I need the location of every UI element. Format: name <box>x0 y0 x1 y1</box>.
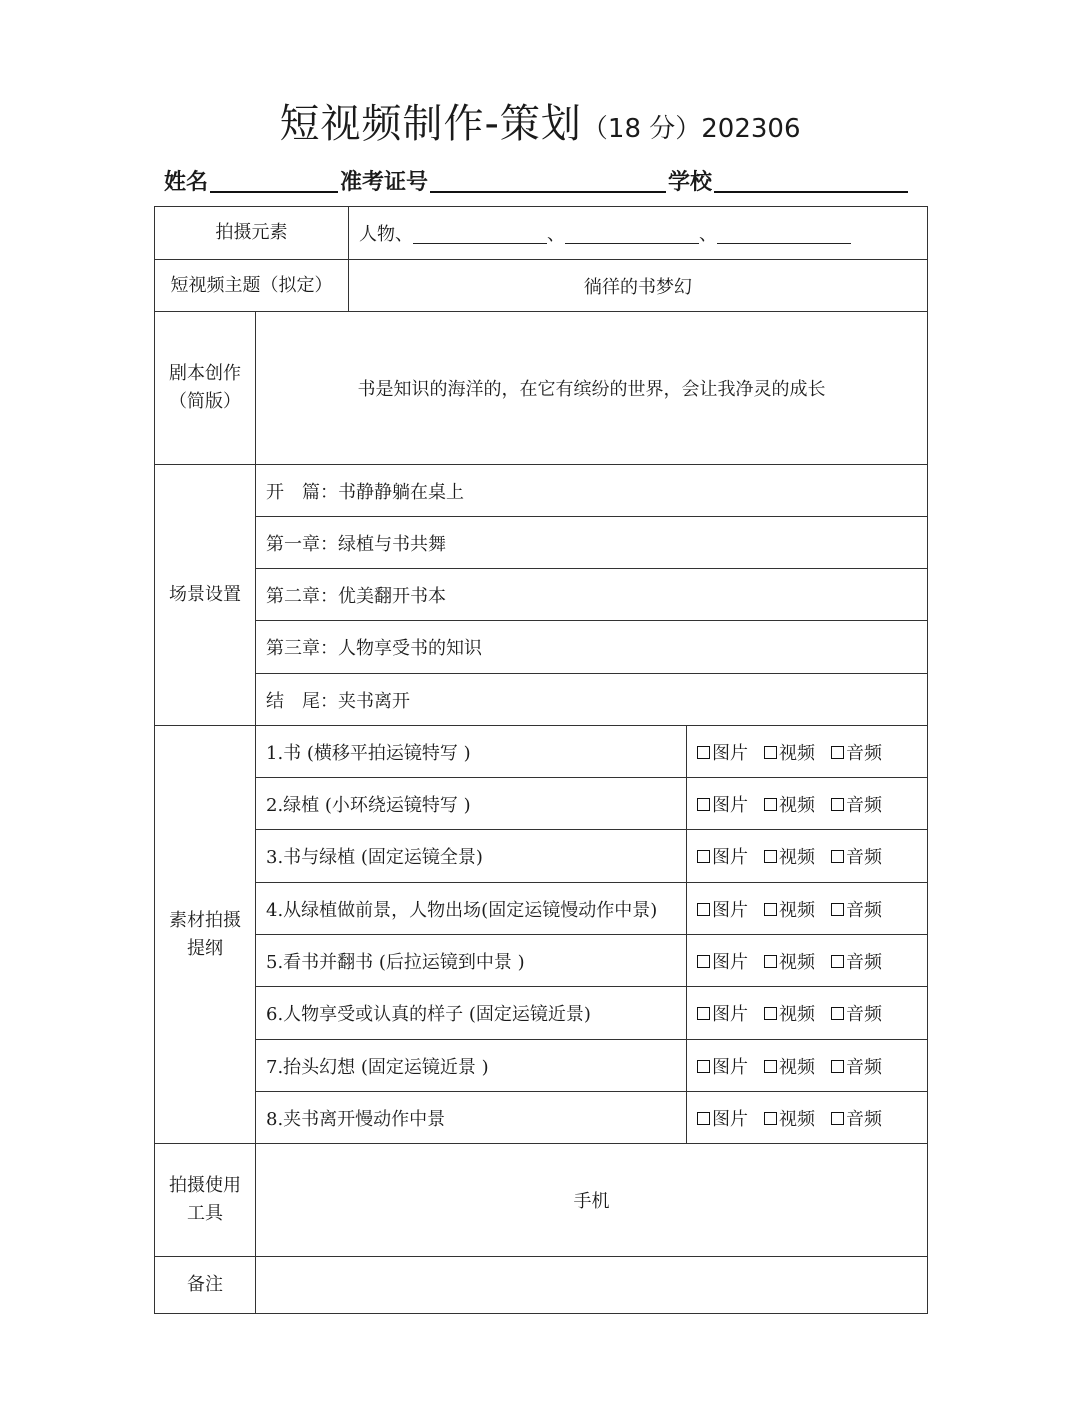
checkbox-icon[interactable] <box>831 1060 844 1073</box>
option-image-label: 图片 <box>712 1056 748 1078</box>
option-video-label: 视频 <box>779 847 815 868</box>
option-video-label: 视频 <box>779 1108 815 1130</box>
school-label: 学校 <box>668 169 713 195</box>
option-image-label: 图片 <box>712 794 748 816</box>
name-field[interactable] <box>210 165 338 193</box>
scenes-label: 场景设置 <box>155 465 256 726</box>
scene-item: 结 尾：夹书离开 <box>256 674 928 726</box>
material-item: 5.看书并翻书 (后拉运镜到中景 ) <box>256 935 687 987</box>
option-image[interactable] <box>697 1000 748 1026</box>
material-row <box>155 883 928 935</box>
script-row <box>155 312 928 465</box>
material-row <box>155 1040 928 1092</box>
option-image[interactable] <box>697 896 748 922</box>
option-image-label: 图片 <box>712 742 748 764</box>
checkbox-icon[interactable] <box>764 1112 777 1125</box>
scene-item: 开 篇：书静静躺在桌上 <box>256 465 928 517</box>
material-row <box>155 726 928 778</box>
option-video-label: 视频 <box>779 1056 815 1078</box>
tools-value: 手机 <box>256 1144 928 1257</box>
material-item: 3.书与绿植 (固定运镜全景) <box>256 830 687 883</box>
material-item: 2.绿植 (小环绕运镜特写 ) <box>256 778 687 830</box>
materials-label <box>155 726 256 1144</box>
option-image-label: 图片 <box>712 899 748 921</box>
option-image-label: 图片 <box>712 1004 748 1025</box>
element-blank-2[interactable] <box>565 223 699 244</box>
checkbox-icon[interactable] <box>764 850 777 863</box>
checkbox-icon[interactable] <box>831 903 844 916</box>
elements-sep-2: 、 <box>699 224 717 245</box>
checkbox-icon[interactable] <box>831 1007 844 1020</box>
option-image[interactable] <box>697 739 748 765</box>
option-audio-label: 音频 <box>846 1056 882 1078</box>
theme-label: 短视频主题（拟定） <box>155 260 349 312</box>
elements-prefix: 人物、 <box>359 224 413 245</box>
theme-row <box>155 260 928 312</box>
checkbox-icon[interactable] <box>764 1007 777 1020</box>
tools-row <box>155 1144 928 1257</box>
material-options <box>687 1040 928 1092</box>
elements-label: 拍摄元素 <box>155 207 349 260</box>
scene-row <box>155 674 928 726</box>
materials-label-line2: 提纲 <box>187 937 223 959</box>
checkbox-icon[interactable] <box>764 955 777 968</box>
material-options <box>687 830 928 883</box>
checkbox-icon[interactable] <box>764 798 777 811</box>
scene-row <box>155 465 928 517</box>
script-label <box>155 312 256 465</box>
elements-row <box>155 207 928 260</box>
option-image-label: 图片 <box>712 847 748 868</box>
option-audio[interactable] <box>831 948 882 974</box>
tools-label-line1: 拍摄使用 <box>169 1175 241 1196</box>
option-audio-label: 音频 <box>846 899 882 921</box>
scene-row <box>155 569 928 621</box>
option-video-label: 视频 <box>779 794 815 816</box>
material-row <box>155 830 928 883</box>
script-label-line1: 剧本创作 <box>169 363 241 384</box>
notes-row <box>155 1257 928 1314</box>
option-audio-label: 音频 <box>846 847 882 868</box>
material-item: 6.人物享受或认真的样子 (固定运镜近景) <box>256 987 687 1040</box>
scene-row <box>155 621 928 674</box>
option-video[interactable] <box>764 948 815 974</box>
option-audio-label: 音频 <box>846 1108 882 1130</box>
school-field[interactable] <box>714 165 908 193</box>
notes-value[interactable] <box>256 1257 928 1314</box>
checkbox-icon[interactable] <box>764 746 777 759</box>
checkbox-icon[interactable] <box>764 903 777 916</box>
element-blank-1[interactable] <box>413 223 547 244</box>
checkbox-icon[interactable] <box>697 798 710 811</box>
option-image[interactable] <box>697 1105 748 1131</box>
material-options <box>687 935 928 987</box>
option-audio[interactable] <box>831 896 882 922</box>
material-item: 7.抬头幻想 (固定运镜近景 ) <box>256 1040 687 1092</box>
checkbox-icon[interactable] <box>697 1112 710 1125</box>
option-video[interactable] <box>764 739 815 765</box>
option-video-label: 视频 <box>779 1004 815 1025</box>
material-item: 1.书 (横移平拍运镜特写 ) <box>256 726 687 778</box>
tools-label <box>155 1144 256 1257</box>
option-video[interactable] <box>764 1000 815 1026</box>
header-fields <box>164 160 910 196</box>
material-options <box>687 883 928 935</box>
option-audio-label: 音频 <box>846 1004 882 1025</box>
option-video-label: 视频 <box>779 899 815 921</box>
material-options <box>687 1092 928 1144</box>
checkbox-icon[interactable] <box>831 746 844 759</box>
option-video[interactable] <box>764 843 815 869</box>
option-audio[interactable] <box>831 843 882 869</box>
material-row <box>155 1092 928 1144</box>
option-audio[interactable] <box>831 791 882 817</box>
checkbox-icon[interactable] <box>764 1060 777 1073</box>
option-video[interactable] <box>764 791 815 817</box>
materials-label-line1: 素材拍摄 <box>169 909 241 931</box>
planning-form-table <box>154 206 928 1314</box>
option-audio-label: 音频 <box>846 742 882 764</box>
material-options <box>687 778 928 830</box>
elements-sep-1: 、 <box>547 224 565 245</box>
element-blank-3[interactable] <box>717 223 851 244</box>
option-image[interactable] <box>697 1053 748 1079</box>
checkbox-icon[interactable] <box>831 955 844 968</box>
option-audio-label: 音频 <box>846 794 882 816</box>
option-video[interactable] <box>764 896 815 922</box>
option-image[interactable] <box>697 791 748 817</box>
checkbox-icon[interactable] <box>697 850 710 863</box>
checkbox-icon[interactable] <box>697 746 710 759</box>
material-row <box>155 778 928 830</box>
scene-item: 第三章：人物享受书的知识 <box>256 621 928 674</box>
script-label-line2: （简版） <box>169 391 241 412</box>
option-image-label: 图片 <box>712 951 748 973</box>
option-audio[interactable] <box>831 1105 882 1131</box>
option-video[interactable] <box>764 1105 815 1131</box>
material-row <box>155 987 928 1040</box>
elements-value <box>349 207 928 260</box>
option-image[interactable] <box>697 843 748 869</box>
tools-label-line2: 工具 <box>187 1203 223 1224</box>
title-suffix: （18 分）202306 <box>581 114 801 144</box>
checkbox-icon[interactable] <box>831 850 844 863</box>
option-video-label: 视频 <box>779 742 815 764</box>
material-options <box>687 726 928 778</box>
checkbox-icon[interactable] <box>831 1112 844 1125</box>
exam-id-field[interactable] <box>430 165 666 193</box>
page-title <box>0 92 1080 149</box>
option-audio[interactable] <box>831 1000 882 1026</box>
option-audio-label: 音频 <box>846 951 882 973</box>
scene-item: 第二章：优美翻开书本 <box>256 569 928 621</box>
option-audio[interactable] <box>831 739 882 765</box>
material-options <box>687 987 928 1040</box>
checkbox-icon[interactable] <box>697 1007 710 1020</box>
checkbox-icon[interactable] <box>697 955 710 968</box>
theme-value: 徜徉的书梦幻 <box>349 260 928 312</box>
option-image-label: 图片 <box>712 1108 748 1130</box>
notes-label: 备注 <box>155 1257 256 1314</box>
title-main: 短视频制作-策划 <box>279 101 582 147</box>
material-item: 8.夹书离开慢动作中景 <box>256 1092 687 1144</box>
option-video-label: 视频 <box>779 951 815 973</box>
checkbox-icon[interactable] <box>697 903 710 916</box>
scene-item: 第一章：绿植与书共舞 <box>256 517 928 569</box>
option-video[interactable] <box>764 1053 815 1079</box>
option-audio[interactable] <box>831 1053 882 1079</box>
checkbox-icon[interactable] <box>831 798 844 811</box>
script-value: 书是知识的海洋的，在它有缤纷的世界，会让我净灵的成长 <box>256 312 928 465</box>
scene-row <box>155 517 928 569</box>
material-item: 4.从绿植做前景，人物出场(固定运镜慢动作中景) <box>256 883 687 935</box>
material-row <box>155 935 928 987</box>
name-label: 姓名 <box>164 169 209 195</box>
exam-id-label: 准考证号 <box>340 169 429 195</box>
option-image[interactable] <box>697 948 748 974</box>
checkbox-icon[interactable] <box>697 1060 710 1073</box>
